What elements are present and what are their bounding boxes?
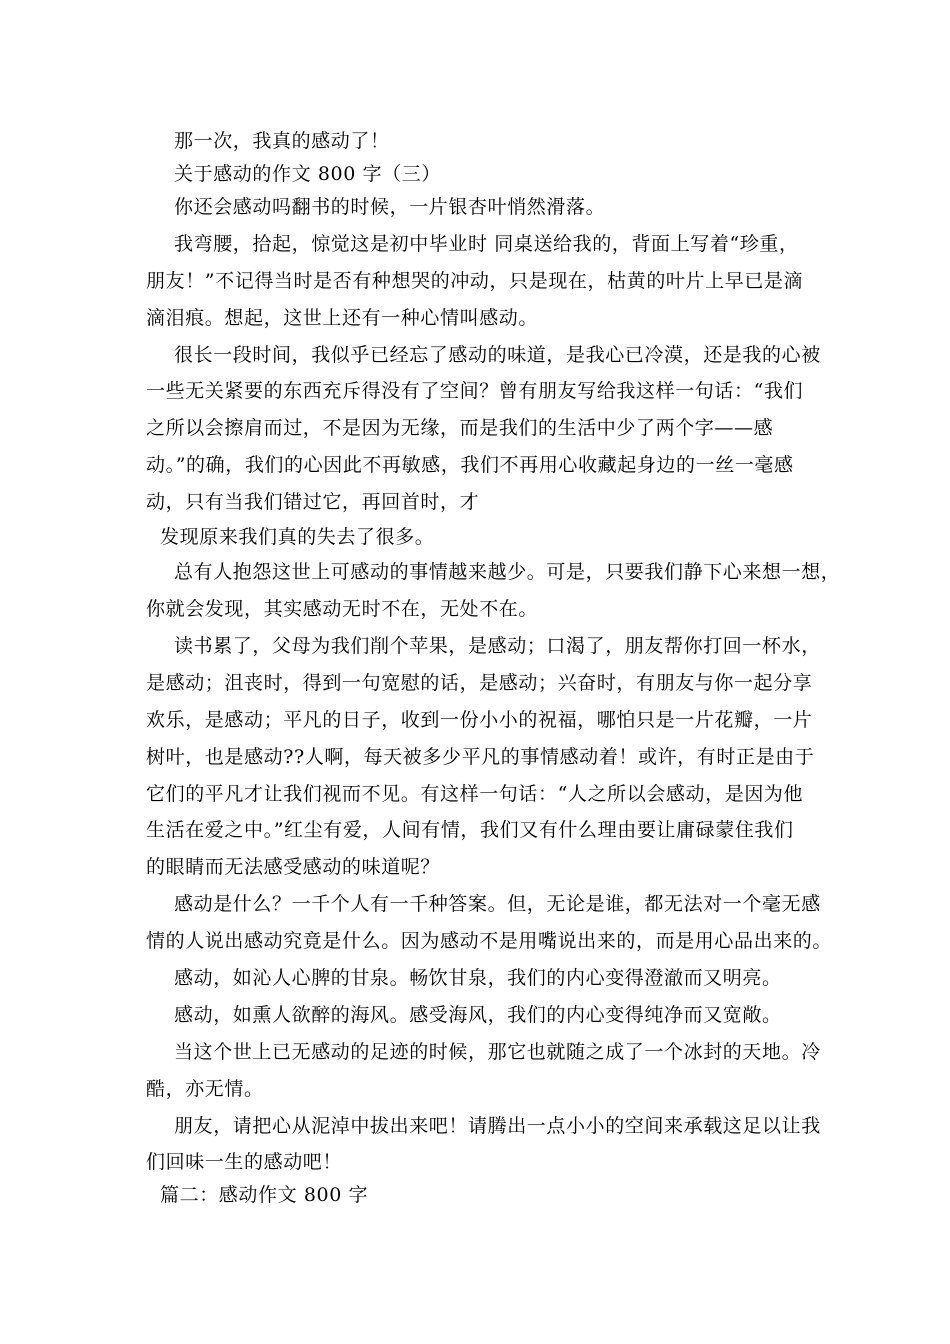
text-line: 总有人抱怨这世上可感动的事情越来越少。可是，只要我们静下心来想一想， bbox=[174, 561, 841, 583]
text-line: 动，只有当我们错过它，再回首时，才 bbox=[146, 491, 480, 513]
text-line: 感动是什么？一千个人有一千种答案。但，无论是谁，都无法对一个毫无感 bbox=[174, 893, 821, 915]
text-line: 你还会感动吗翻书的时候，一片银杏叶悄然滑落。 bbox=[174, 196, 606, 218]
text-line: 之所以会擦肩而过，不是因为无缘，而是我们的生活中少了两个字——感 bbox=[146, 417, 774, 439]
text-line: 读书累了，父母为我们削个苹果，是感动；口渴了，朋友帮你打回一杯水， bbox=[174, 635, 821, 657]
text-line: 朋友！”不记得当时是否有种想哭的冲动，只是现在，枯黄的叶片上早已是滴 bbox=[146, 270, 804, 292]
text-line: 你就会发现，其实感动无时不在，无处不在。 bbox=[146, 598, 539, 620]
text-line: 滴泪痕。想起，这世上还有一种心情叫感动。 bbox=[146, 307, 539, 329]
text-line: 生活在爱之中。”红尘有爱，人间有情，我们又有什么理由要让庸碌蒙住我们 bbox=[146, 819, 794, 841]
text-line: 朋友，请把心从泥淖中拔出来吧！请腾出一点小小的空间来承载这足以让我 bbox=[174, 1115, 821, 1137]
text-line: 树叶，也是感动??人啊，每天被多少平凡的事情感动着！或许，有时正是由于 bbox=[146, 746, 815, 768]
text-line: 酷，亦无情。 bbox=[146, 1078, 264, 1100]
section-heading: 关于感动的作文 800 字（三） bbox=[174, 163, 441, 185]
text-line: 一些无关紧要的东西充斥得没有了空间？曾有朋友写给我这样一句话：“我们 bbox=[146, 380, 804, 402]
text-line: 情的人说出感动究竟是什么。因为感动不是用嘴说出来的，而是用心品出来的。 bbox=[146, 930, 833, 952]
text-line: 感动，如熏人欲醉的海风。感受海风，我们的内心变得纯净而又宽敞。 bbox=[174, 1004, 782, 1026]
text-line: 们回味一生的感动吧！ bbox=[146, 1151, 343, 1173]
text-line: 动。”的确，我们的心因此不再敏感，我们不再用心收藏起身边的一丝一毫感 bbox=[146, 454, 794, 476]
text-line: 很长一段时间，我似乎已经忘了感动的味道，是我心已冷漠，还是我的心被 bbox=[174, 344, 821, 366]
text-line: 它们的平凡才让我们视而不见。有这样一句话：“人之所以会感动，是因为他 bbox=[146, 783, 804, 805]
text-line: 是感动；沮丧时，得到一句宽慰的话，是感动；兴奋时，有朋友与你一起分享 bbox=[146, 672, 813, 694]
text-line: 当这个世上已无感动的足迹的时候，那它也就随之成了一个冰封的天地。冷 bbox=[174, 1041, 821, 1063]
text-line: 发现原来我们真的失去了很多。 bbox=[160, 526, 435, 548]
section-heading: 篇二：感动作文 800 字 bbox=[160, 1184, 369, 1206]
text-line: 欢乐，是感动；平凡的日子，收到一份小小的祝福，哪怕只是一片花瓣，一片 bbox=[146, 709, 813, 731]
text-line: 我弯腰，拾起，惊觉这是初中毕业时 同桌送给我的，背面上写着“珍重， bbox=[174, 233, 799, 255]
text-line: 的眼睛而无法感受感动的味道呢？ bbox=[146, 856, 441, 878]
text-line: 感动，如沁人心脾的甘泉。畅饮甘泉，我们的内心变得澄澈而又明亮。 bbox=[174, 967, 782, 989]
text-line: 那一次，我真的感动了！ bbox=[174, 130, 390, 152]
